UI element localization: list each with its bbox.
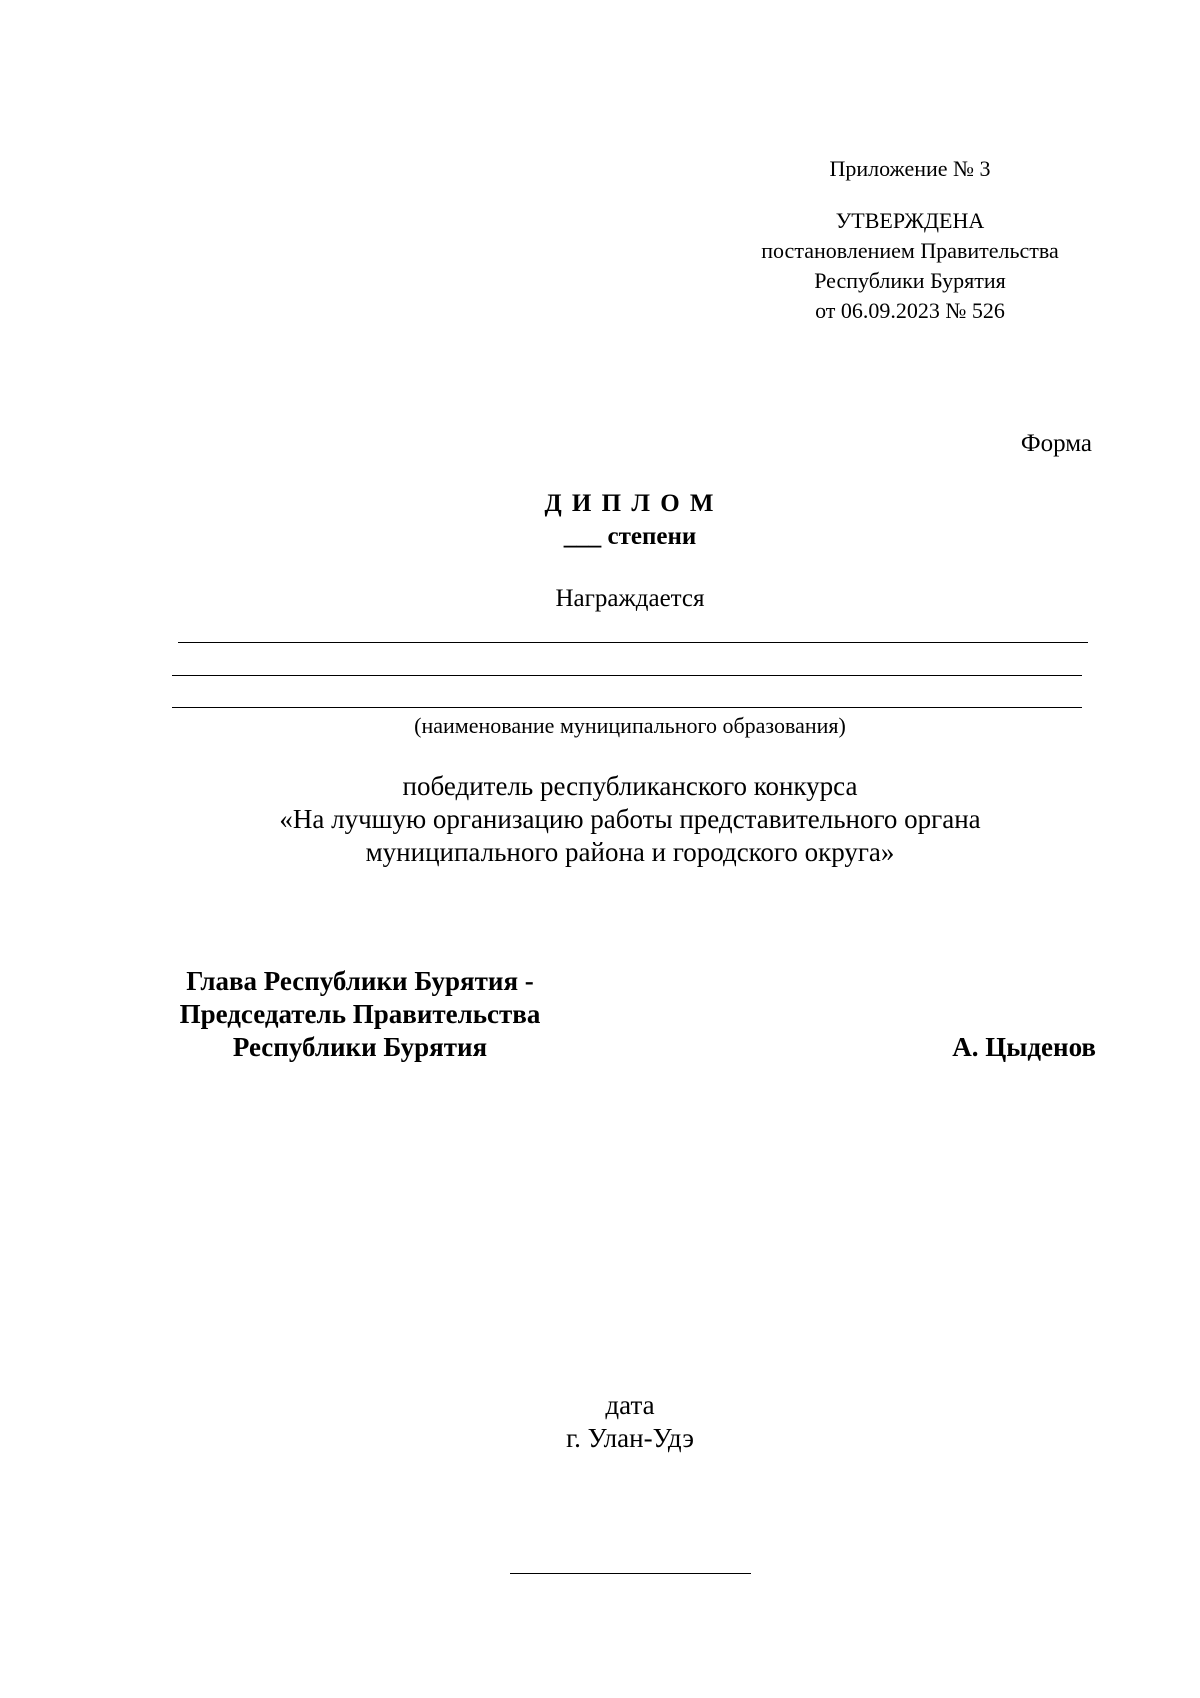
signatory-line1: Глава Республики Бурятия - xyxy=(186,966,534,996)
approved-date: от 06.09.2023 № 526 xyxy=(815,298,1005,323)
recipient-line-3 xyxy=(172,707,1082,708)
signatory-line2: Председатель Правительства xyxy=(179,999,541,1029)
form-label: Форма xyxy=(1020,430,1092,457)
approved-by-line1: постановлением Правительства xyxy=(761,238,1059,263)
winner-text xyxy=(180,770,1080,869)
winner-line1: победитель республиканского конкурса xyxy=(402,771,858,801)
footer-place-date xyxy=(430,1389,830,1455)
signatory-title xyxy=(155,965,565,1064)
date-label: дата xyxy=(605,1390,655,1420)
diploma-degree: ___ степени xyxy=(563,523,697,550)
approved-stamp: УТВЕРЖДЕНА xyxy=(835,208,985,233)
signatory-line3: Республики Бурятия xyxy=(232,1032,488,1062)
diploma-title-main: Д И П Л О М xyxy=(544,490,716,517)
recipient-line-1 xyxy=(178,642,1088,643)
approved-by-line2: Республики Бурятия xyxy=(814,268,1006,293)
winner-line2: «На лучшую организацию работы представительного органа xyxy=(279,804,981,834)
closing-rule xyxy=(510,1573,751,1574)
appendix-number: Приложение № 3 xyxy=(829,156,991,181)
recipient-line-2 xyxy=(172,675,1082,676)
approval-header xyxy=(735,154,1085,326)
city-label: г. Улан-Удэ xyxy=(566,1423,694,1453)
awarded-label: Награждается xyxy=(555,585,705,612)
diploma-title xyxy=(380,487,880,553)
signatory-name: А. Цыденов xyxy=(952,1032,1096,1062)
recipient-caption: (наименование муниципального образования) xyxy=(414,713,846,738)
winner-line3: муниципального района и городского округа» xyxy=(365,837,895,867)
